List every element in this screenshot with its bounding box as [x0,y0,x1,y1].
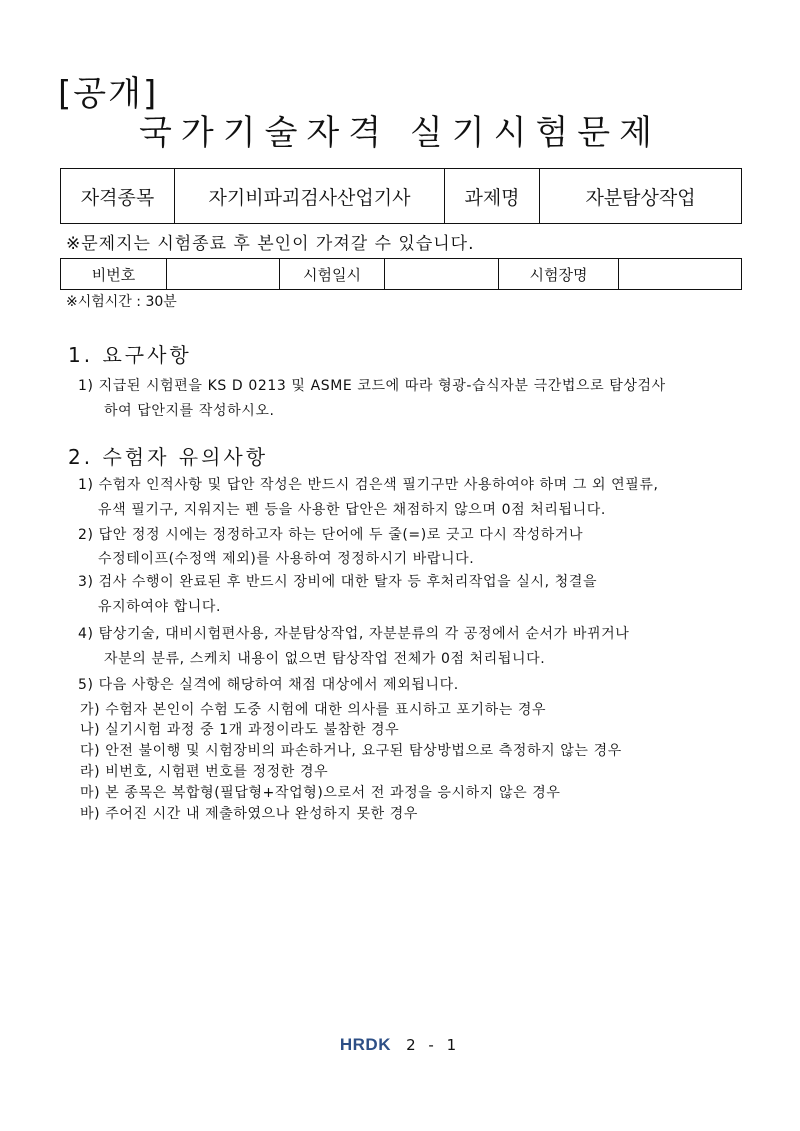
section-heading-requirements: 1. 요구사항 [68,343,192,367]
task-label: 과제명 [445,169,540,224]
disqualification-item: 마) 본 종목은 복합형(필답형+작업형)으로서 전 과정을 응시하지 않은 경우 [80,785,561,801]
caution-line: 5) 다음 사항은 실격에 해당하여 채점 대상에서 제외됩니다. [78,677,459,693]
public-badge: [공개] [58,74,159,114]
caution-line: 4) 탐상기술, 대비시험편사용, 자분탐상작업, 자분분류의 각 공정에서 순서가 바뀌거나 [78,626,630,642]
exam-info-table [60,258,742,290]
field-value: 자기비파괴검사산업기사 [175,169,445,224]
field-label: 자격종목 [61,169,175,224]
exam-date-value [385,259,499,290]
disqualification-item: 나) 실기시험 과정 중 1개 과정이라도 불참한 경우 [80,722,400,738]
task-value: 자분탐상작업 [540,169,742,224]
secret-number-value [167,259,280,290]
caution-line: 자분의 분류, 스케치 내용이 없으면 탐상작업 전체가 0점 처리됩니다. [104,651,546,667]
page-footer [0,1034,800,1055]
caution-line: 1) 수험자 인적사항 및 답안 작성은 반드시 검은색 필기구만 사용하여야 하며 그 외 연필류, [78,477,659,493]
time-limit: ※시험시간 : 30분 [66,294,177,310]
hrdk-logo: HRDK [339,1034,391,1054]
requirement-line: 하여 답안지를 작성하시오. [104,403,275,419]
exam-place-label: 시험장명 [499,259,619,290]
disqualification-item: 다) 안전 불이행 및 시험장비의 파손하거나, 요구된 탐상방법으로 측정하지 않는 경우 [80,743,622,759]
caution-line: 수정테이프(수정액 제외)를 사용하여 정정하시기 바랍니다. [98,551,475,567]
disqualification-item: 가) 수험자 본인이 수험 도중 시험에 대한 의사를 표시하고 포기하는 경우 [80,702,547,718]
section-heading-cautions: 2. 수험자 유의사항 [68,445,269,469]
take-home-notice: ※문제지는 시험종료 후 본인이 가져갈 수 있습니다. [66,234,475,254]
caution-line: 2) 답안 정정 시에는 정정하고자 하는 단어에 두 줄(=)로 긋고 다시 작성하거나 [78,527,584,543]
info-table [60,168,742,224]
requirement-line: 1) 지급된 시험편을 KS D 0213 및 ASME 코드에 따라 형광-습식자분 극간법으로 탐상검사 [78,378,666,394]
disqualification-item: 바) 주어진 시간 내 제출하였으나 완성하지 못한 경우 [80,806,419,822]
page-number: 2 - 1 [406,1035,461,1054]
disqualification-item: 라) 비번호, 시험편 번호를 정정한 경우 [80,764,329,780]
exam-place-value [619,259,742,290]
page-title: 국가기술자격 실기시험문제 [139,113,661,153]
secret-number-label: 비번호 [61,259,167,290]
caution-line: 유지하여야 합니다. [98,599,222,615]
exam-date-label: 시험일시 [280,259,385,290]
caution-line: 3) 검사 수행이 완료된 후 반드시 장비에 대한 탈자 등 후처리작업을 실시, 청결을 [78,574,598,590]
caution-line: 유색 필기구, 지워지는 펜 등을 사용한 답안은 채점하지 않으며 0점 처리됩니다. [98,502,606,518]
